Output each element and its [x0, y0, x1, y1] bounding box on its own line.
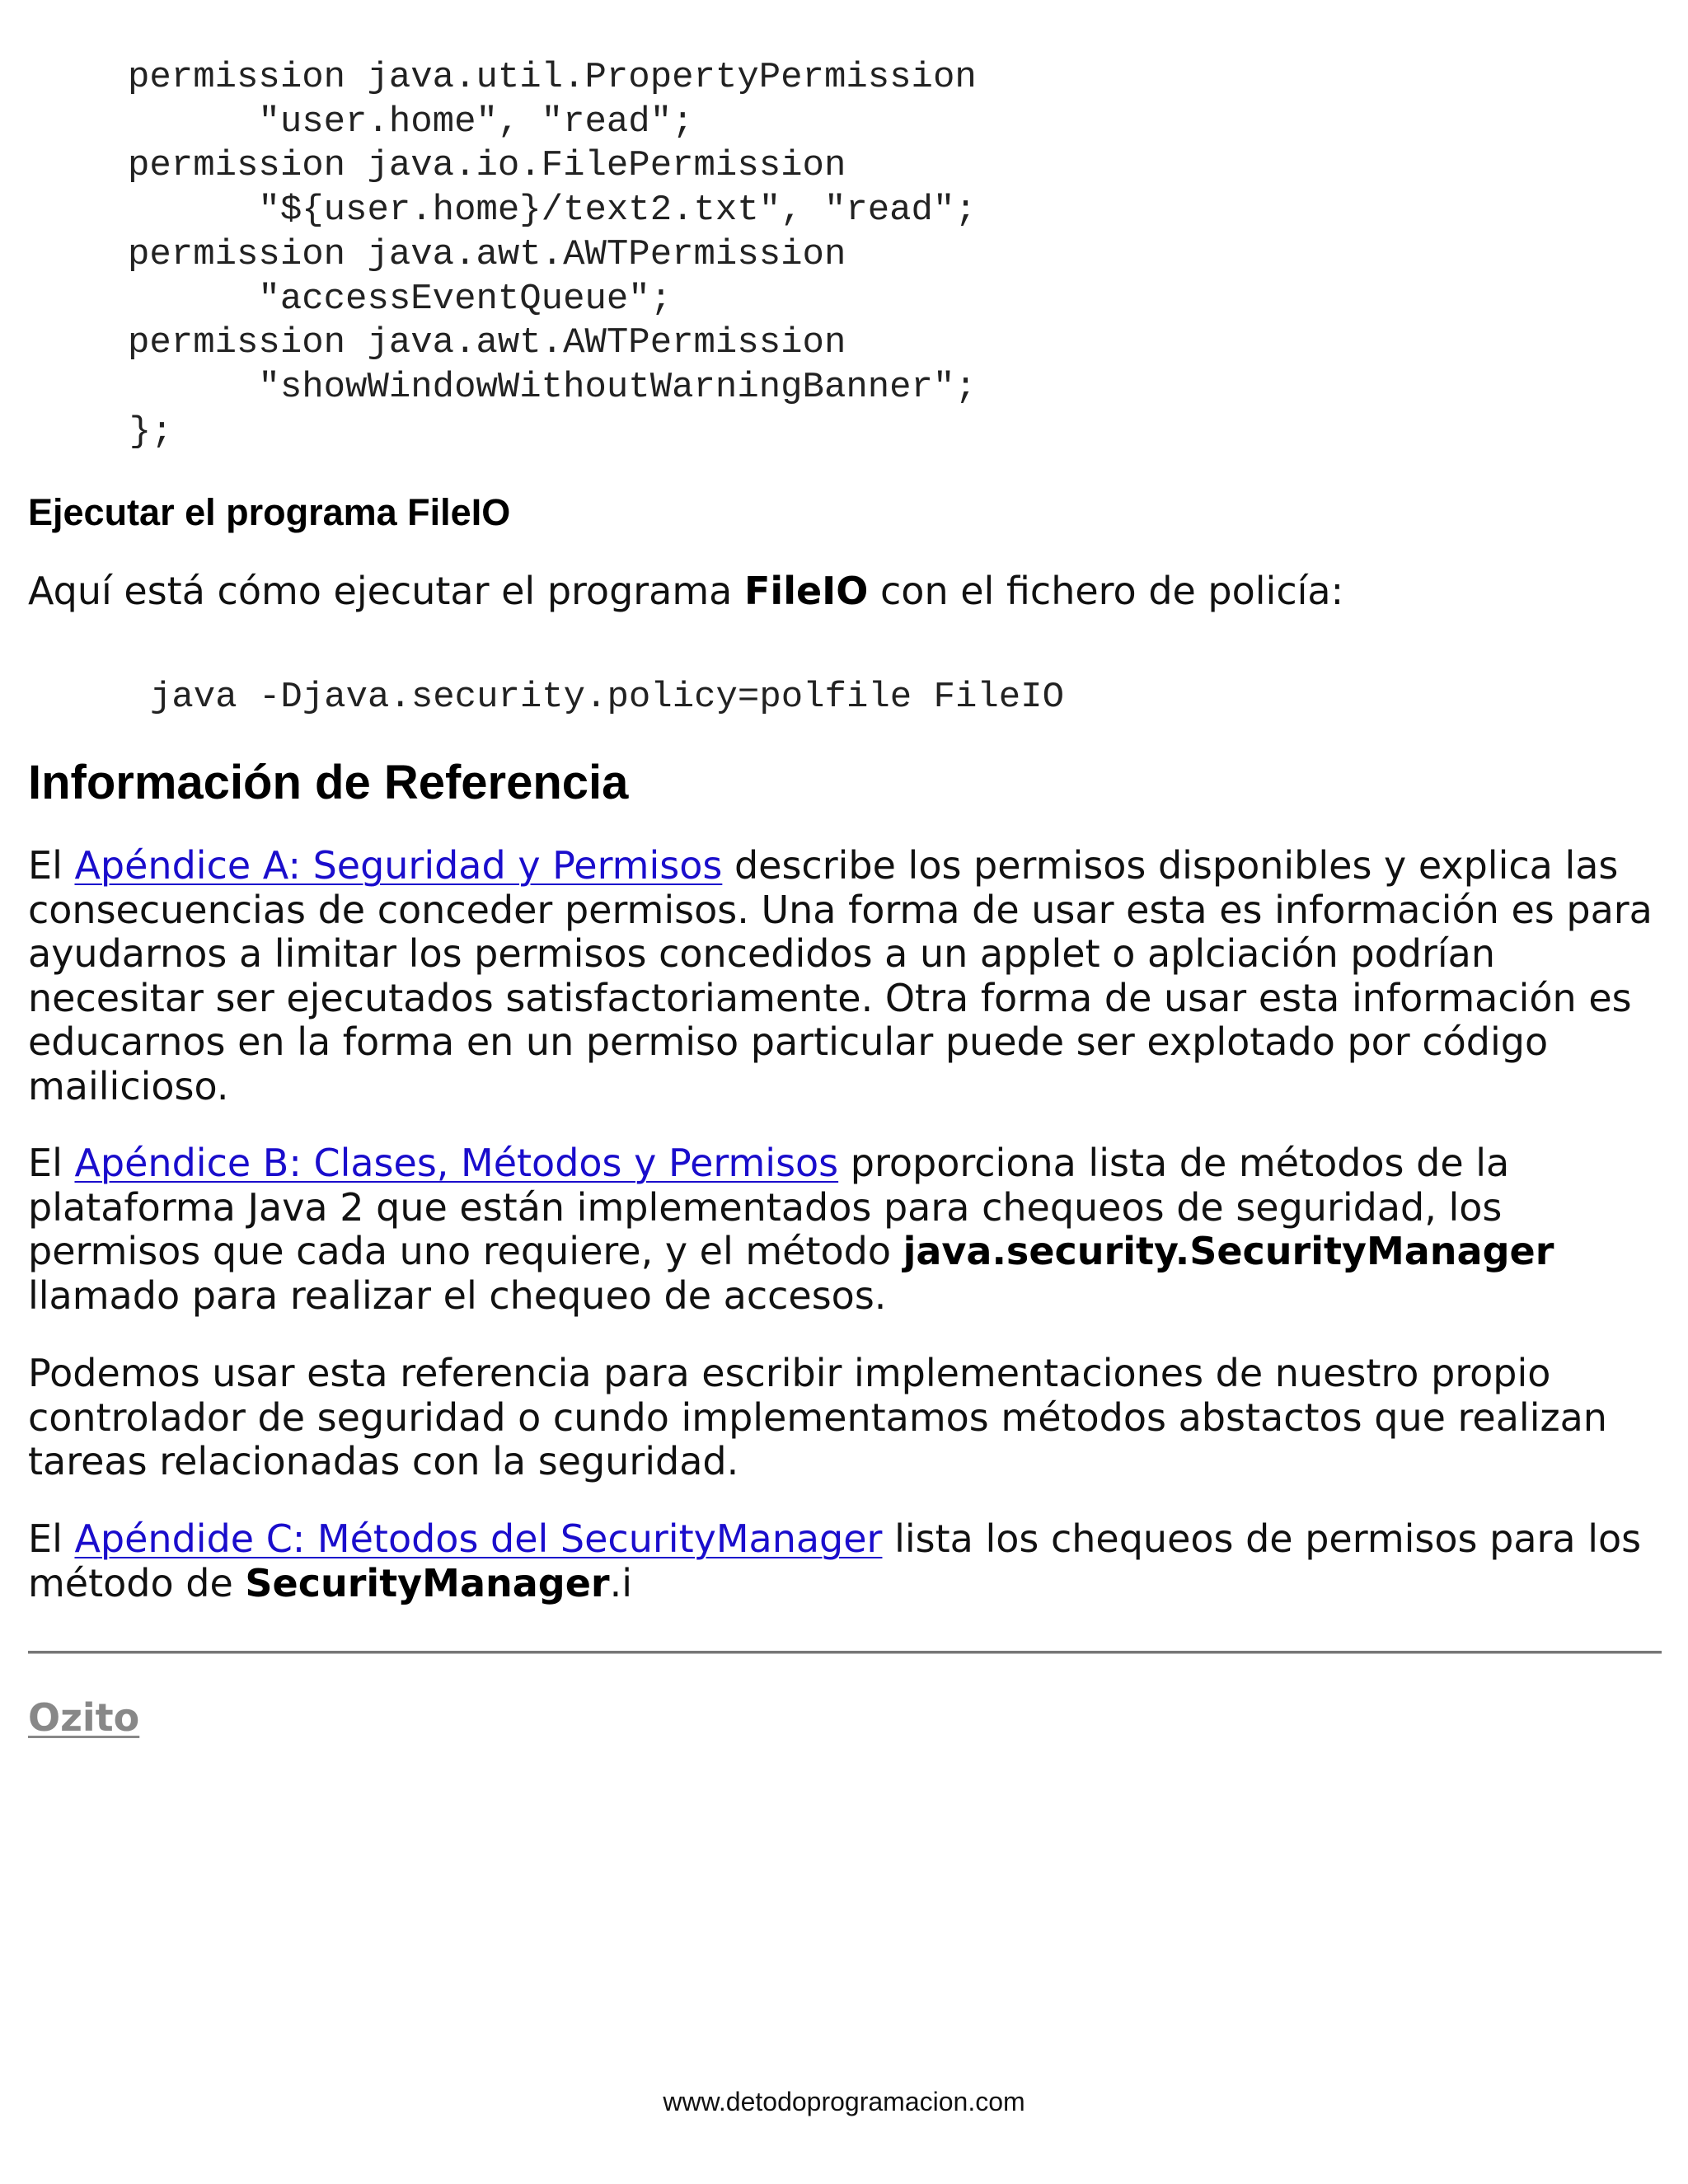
para-prefix: El — [28, 1516, 75, 1561]
para-text-end: llamado para realizar el chequeo de accesos. — [28, 1272, 887, 1318]
para-bold: java.security.SecurityManager — [903, 1229, 1554, 1273]
run-intro-text-end: con el fichero de policía: — [868, 569, 1344, 613]
section-heading-run: Ejecutar el programa FileIO — [28, 491, 511, 533]
ozito-link[interactable]: Ozito — [28, 1695, 140, 1740]
policy-code-block — [86, 56, 977, 454]
reference-paragraph-a — [28, 844, 1668, 1108]
code-line: permission java.util.PropertyPermission — [128, 57, 977, 98]
run-intro-text: Aquí está cómo ejecutar el programa — [28, 569, 744, 613]
run-command: java -Djava.security.policy=polfile FileIO — [150, 677, 1064, 718]
para-text: Podemos usar esta referencia para escribir implementaciones de nuestro propio controlador de seguridad o cundo implementamos métodos abstactos que realizan tareas relacionadas con la seguridad. — [28, 1351, 1607, 1483]
section-heading-reference: Información de Referencia — [28, 756, 629, 809]
para-text: describe los permisos disponibles y explica las consecuencias de conceder permisos. Una forma de usar esta es información es para ayudarnos a limitar los permisos concedidos a un applet o aplciación podrían necesitar ser ejecutados satisfactoriamente. Otra forma de usar esta información es educarnos en la forma en un permiso particular puede ser explotado por código mailicioso. — [28, 843, 1653, 1108]
reference-paragraph-usage — [28, 1352, 1668, 1484]
para-text: proporciona lista de métodos de la plataforma Java 2 que están implementados para chequeos de seguridad, los permisos que cada uno requiere, y el método — [28, 1141, 1510, 1273]
appendix-c-link[interactable]: Apéndide C: Métodos del SecurityManager — [74, 1516, 883, 1561]
code-line: permission java.awt.AWTPermission — [128, 322, 846, 364]
code-line: "user.home", "read"; — [128, 101, 694, 143]
appendix-a-link[interactable]: Apéndice A: Seguridad y Permisos — [74, 843, 723, 888]
code-line: "${user.home}/text2.txt", "read"; — [128, 190, 977, 232]
para-bold: SecurityManager — [245, 1560, 610, 1605]
horizontal-divider — [28, 1651, 1662, 1654]
code-line: permission java.io.FilePermission — [128, 145, 846, 187]
code-line: permission java.awt.AWTPermission — [128, 233, 846, 275]
reference-paragraph-b — [28, 1141, 1668, 1318]
code-line: "showWindowWithoutWarningBanner"; — [128, 366, 977, 408]
para-text: lista los chequeos de permisos para los método de — [28, 1516, 1642, 1605]
run-intro-paragraph — [28, 569, 1668, 614]
run-intro-bold: FileIO — [744, 569, 869, 613]
code-line-closing: }; — [86, 410, 173, 452]
footer-site-url: www.detodoprogramacion.com — [663, 2087, 1025, 2116]
appendix-b-link[interactable]: Apéndice B: Clases, Métodos y Permisos — [74, 1141, 839, 1185]
para-prefix: El — [28, 843, 75, 888]
para-text-end: .i — [609, 1560, 632, 1605]
para-prefix: El — [28, 1141, 75, 1185]
code-line: "accessEventQueue"; — [128, 278, 673, 320]
reference-paragraph-c — [28, 1517, 1668, 1605]
